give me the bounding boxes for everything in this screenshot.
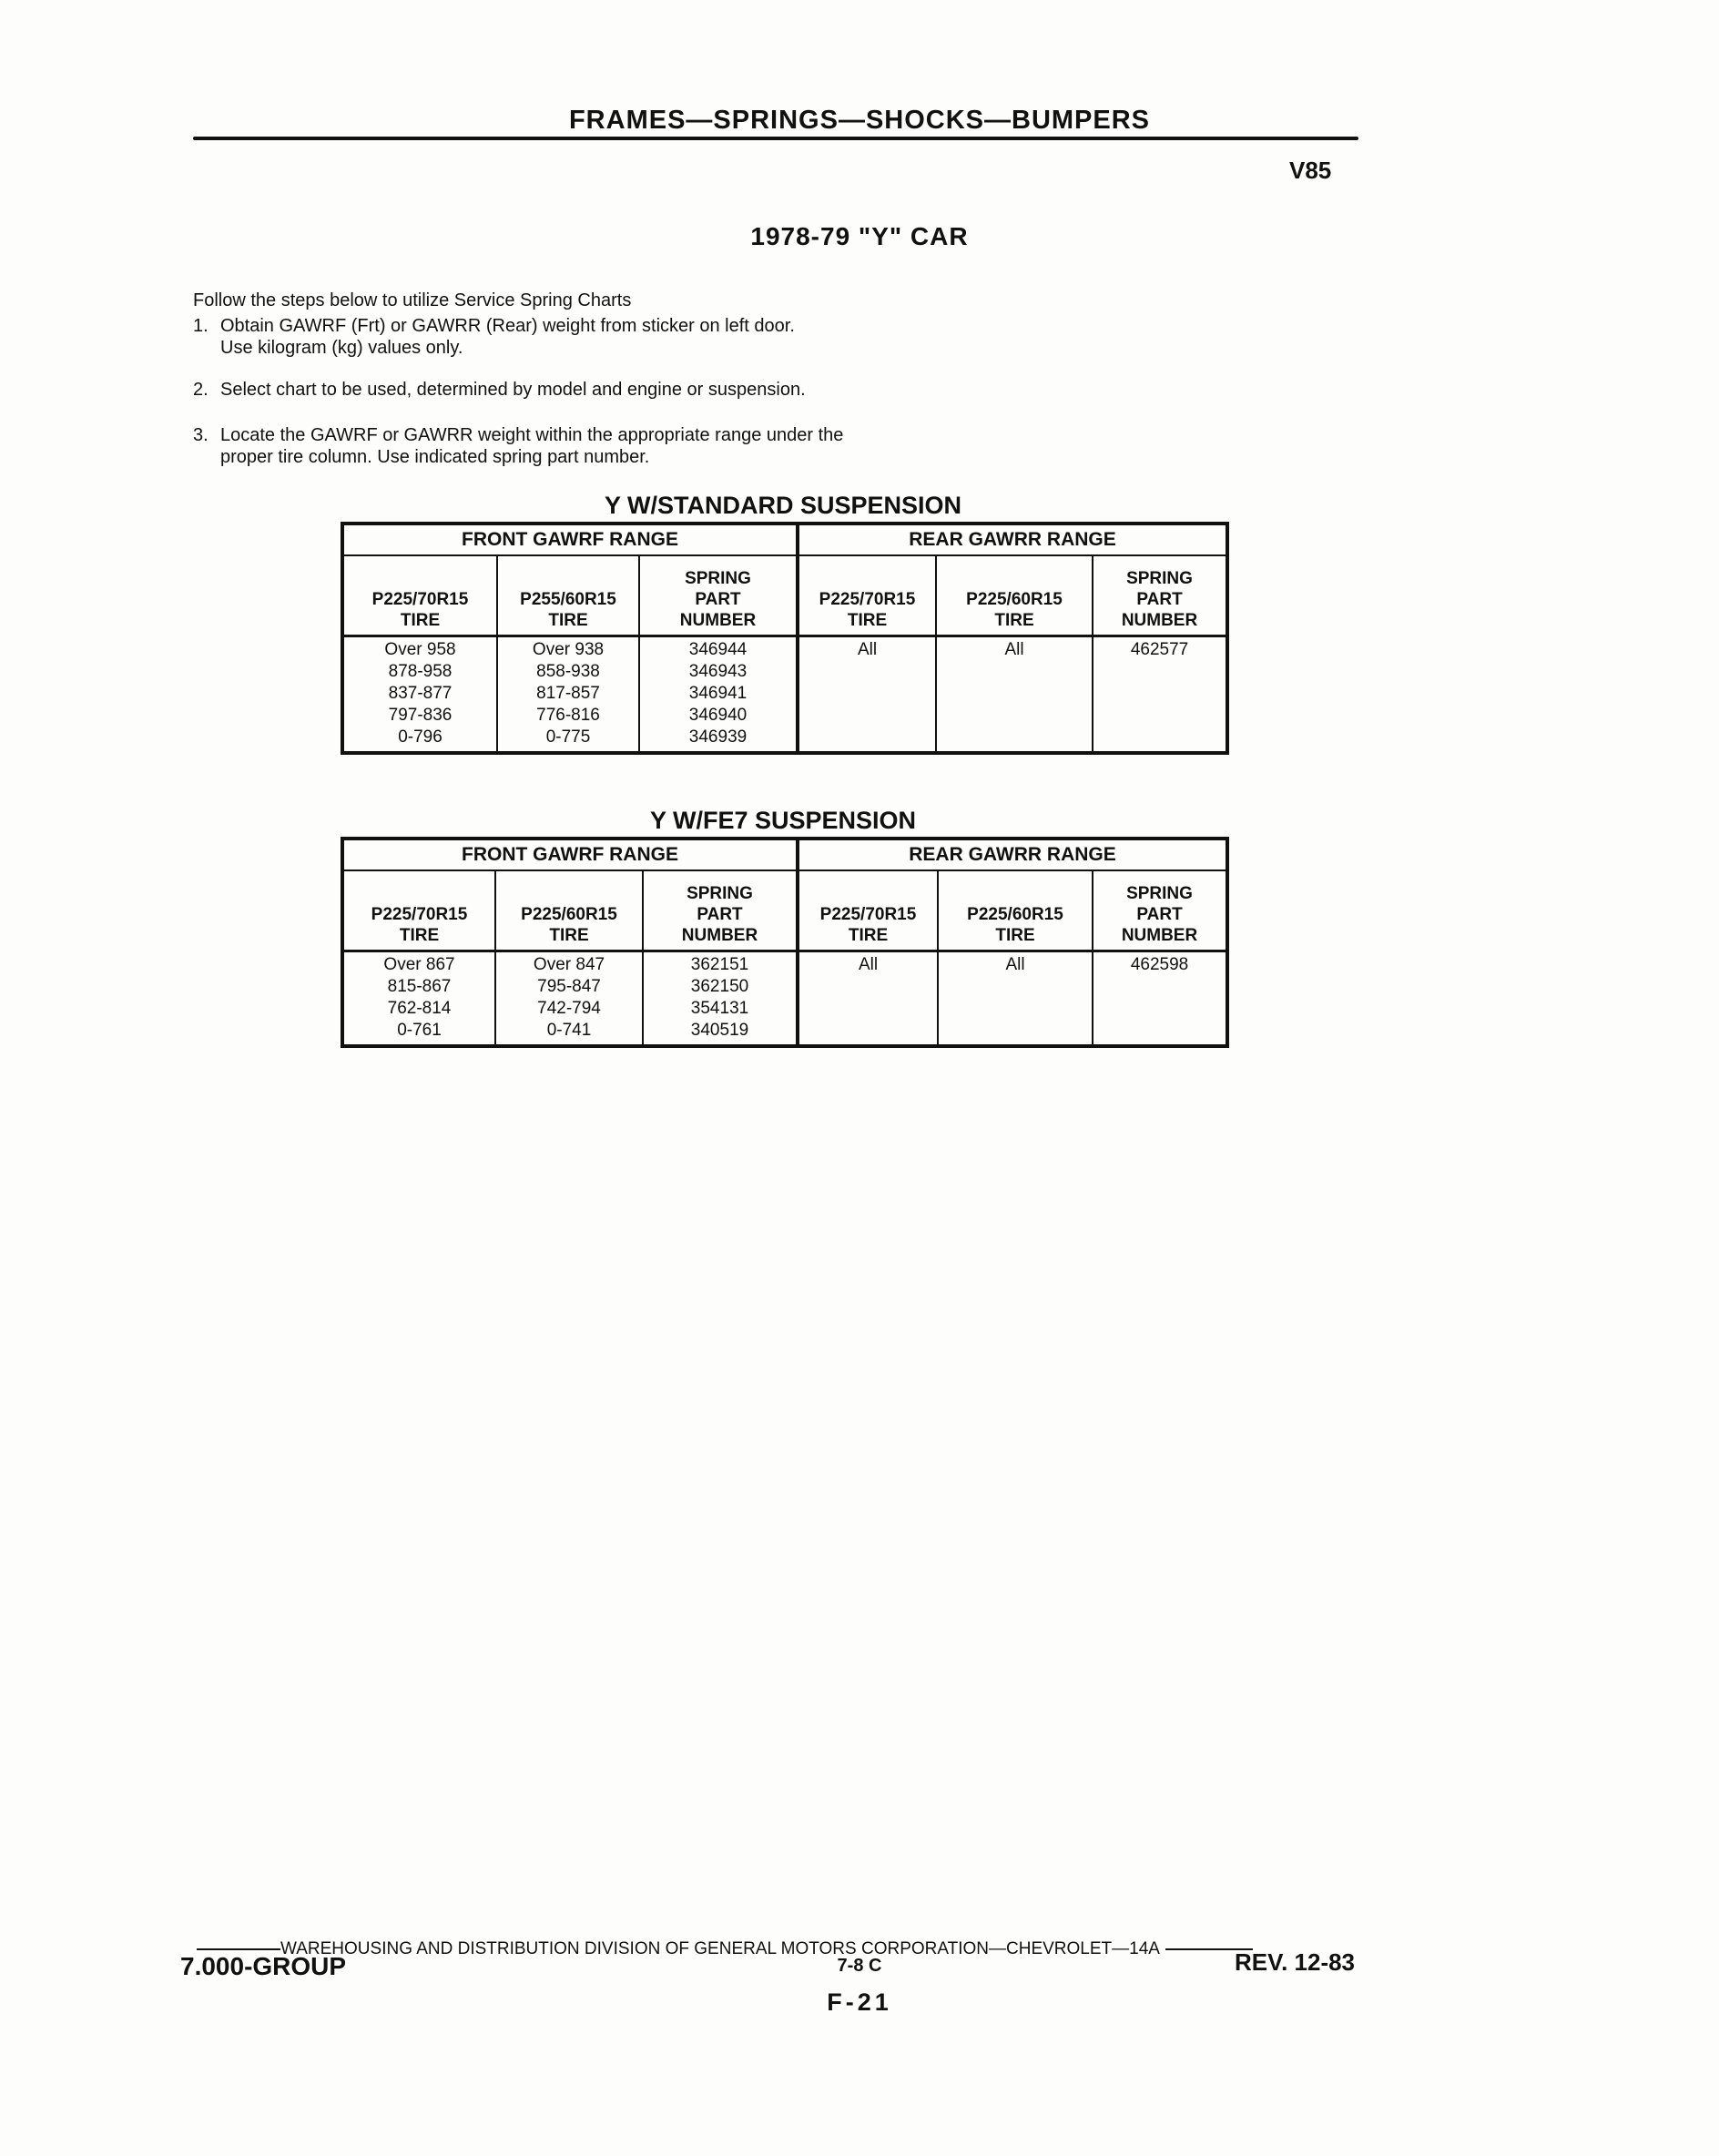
rear-tire-1-range: All xyxy=(798,951,938,1046)
column-header: SPRING PART NUMBER xyxy=(1093,870,1227,951)
front-range-header: FRONT GAWRF RANGE xyxy=(342,839,798,870)
rear-tire-2-range: All xyxy=(936,636,1093,753)
column-header: SPRING PART NUMBER xyxy=(639,555,798,636)
front-spring-part-numbers: 362151 362150 354131 340519 xyxy=(643,951,798,1046)
front-tire-1-ranges: Over 867 815-867 762-814 0-761 xyxy=(342,951,495,1046)
column-header: SPRING PART NUMBER xyxy=(1093,555,1227,636)
rear-range-header: REAR GAWRR RANGE xyxy=(798,839,1227,870)
instruction-step-1 xyxy=(193,315,1012,359)
instruction-step-3 xyxy=(193,424,1012,468)
column-header: P225/60R15 TIRE xyxy=(936,555,1093,636)
section-code: V85 xyxy=(1289,157,1332,184)
column-header: SPRING PART NUMBER xyxy=(643,870,798,951)
spring-table xyxy=(341,522,1229,755)
instruction-step-2 xyxy=(193,379,1012,401)
footer-code: 7-8 C xyxy=(837,1956,882,1976)
column-header: P225/70R15 TIRE xyxy=(342,870,495,951)
step-text: Locate the GAWRF or GAWRR weight within the appropriate range under the proper tire column. Use indicated spring part number. xyxy=(220,425,844,467)
spring-table xyxy=(341,837,1229,1048)
column-header: P225/70R15 TIRE xyxy=(798,555,936,636)
front-range-header: FRONT GAWRF RANGE xyxy=(342,524,798,555)
step-number: 1. xyxy=(193,316,209,336)
front-spring-part-numbers: 346944 346943 346941 346940 346939 xyxy=(639,636,798,753)
front-tire-2-ranges: Over 938 858-938 817-857 776-816 0-775 xyxy=(497,636,639,753)
footer-division-text: WAREHOUSING AND DISTRIBUTION DIVISION OF GENERAL MOTORS CORPORATION—CHEVROLET—14A xyxy=(280,1939,1160,1958)
step-text: Obtain GAWRF (Frt) or GAWRR (Rear) weight from sticker on left door. Use kilogram (kg) values only. xyxy=(220,316,795,358)
car-title: 1978-79 "Y" CAR xyxy=(750,222,969,250)
column-header: P225/60R15 TIRE xyxy=(495,870,643,951)
rear-range-header: REAR GAWRR RANGE xyxy=(798,524,1227,555)
rear-tire-1-range: All xyxy=(798,636,936,753)
column-header: P225/60R15 TIRE xyxy=(938,870,1093,951)
step-number: 3. xyxy=(193,425,209,445)
table-title: Y W/FE7 SUSPENSION xyxy=(649,807,917,834)
step-text: Select chart to be used, determined by model and engine or suspension. xyxy=(220,380,806,400)
rear-spring-part-number: 462577 xyxy=(1093,636,1227,753)
page-header-title: FRAMES—SPRINGS—SHOCKS—BUMPERS xyxy=(568,106,1151,135)
front-tire-2-ranges: Over 847 795-847 742-794 0-741 xyxy=(495,951,643,1046)
page-number: F-21 xyxy=(827,1988,892,2016)
instructions xyxy=(193,290,1012,468)
column-header: P225/70R15 TIRE xyxy=(342,555,497,636)
column-header: P255/60R15 TIRE xyxy=(497,555,639,636)
footer-revision: REV. 12-83 xyxy=(1235,1948,1356,1976)
column-header: P225/70R15 TIRE xyxy=(798,870,938,951)
header-rule xyxy=(193,137,1358,140)
step-number: 2. xyxy=(193,380,209,400)
fe7-suspension-chart xyxy=(341,807,1226,1048)
table-title: Y W/STANDARD SUSPENSION xyxy=(604,492,962,519)
footer-group: 7.000-GROUP xyxy=(180,1952,347,1980)
standard-suspension-chart xyxy=(341,492,1226,755)
table-row xyxy=(342,636,1227,753)
rear-spring-part-number: 462598 xyxy=(1093,951,1227,1046)
footer-rule-left xyxy=(197,1948,280,1950)
front-tire-1-ranges: Over 958 878-958 837-877 797-836 0-796 xyxy=(342,636,497,753)
rear-tire-2-range: All xyxy=(938,951,1093,1046)
instructions-lead: Follow the steps below to utilize Service Spring Charts xyxy=(193,290,632,310)
table-row xyxy=(342,951,1227,1046)
